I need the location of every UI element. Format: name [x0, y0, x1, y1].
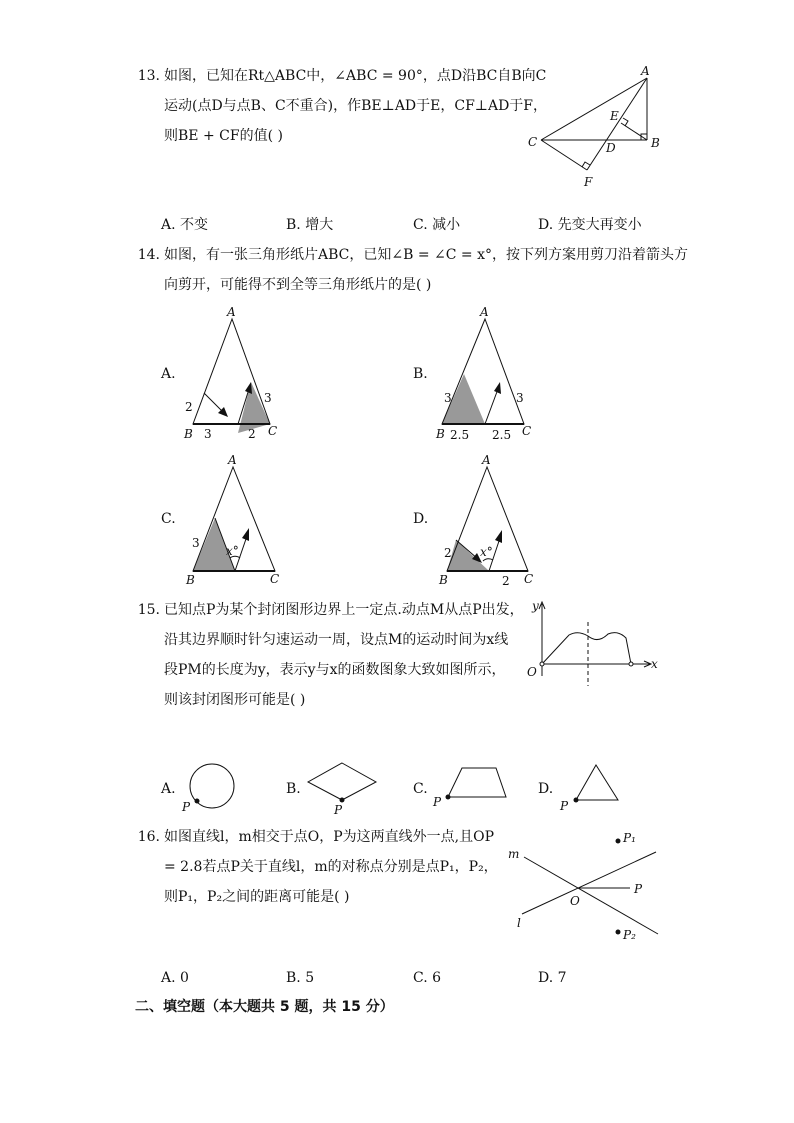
length-label: 2	[444, 546, 452, 560]
label-a: A	[641, 64, 650, 78]
open-point	[540, 662, 544, 666]
label-p2: P₂	[623, 928, 636, 942]
triangle-shape	[576, 765, 618, 800]
point-p	[446, 795, 451, 800]
length-label: 3	[264, 391, 272, 405]
option-d[interactable]: D.	[538, 781, 554, 797]
q14-option-b-figure	[432, 302, 542, 442]
label-b: B	[439, 573, 448, 587]
option-c[interactable]: C. 6	[413, 970, 442, 986]
q13-figure	[525, 62, 665, 192]
label-p: P	[634, 882, 643, 896]
option-a[interactable]: A.	[161, 781, 176, 797]
label-p1: P₁	[623, 831, 636, 845]
question-line: 如图直线l，m相交于点O，P为这两直线外一点,且OP	[164, 829, 494, 845]
segment-cf	[541, 140, 587, 170]
option-b[interactable]: B. 增大	[286, 217, 334, 233]
q16-figure	[500, 822, 670, 947]
length-label: 3	[444, 391, 452, 405]
question-number: 14.	[137, 247, 160, 263]
label-c: C	[268, 424, 278, 438]
segment-ca	[541, 78, 647, 140]
origin-label: O	[527, 665, 537, 679]
open-point	[629, 662, 633, 666]
question-line: 已知点P为某个封闭图形边界上一定点.动点M从点P出发，	[164, 602, 524, 618]
option-b[interactable]: B.	[413, 366, 428, 382]
x-label: x	[651, 657, 658, 671]
question-line: 沿其边界顺时针匀速运动一周，设点M的运动时间为x线	[164, 632, 509, 648]
option-a-circle	[178, 760, 240, 815]
question-15	[134, 595, 534, 719]
label-l: l	[517, 916, 521, 930]
option-d-triangle	[556, 760, 626, 812]
question-14	[134, 240, 688, 302]
option-c[interactable]: C.	[161, 511, 176, 527]
label-f: F	[584, 175, 593, 189]
question-16	[134, 822, 534, 914]
label-c: C	[270, 572, 280, 586]
label-p: P	[334, 803, 343, 817]
question-13	[134, 61, 548, 161]
option-c[interactable]: C.	[413, 781, 428, 797]
question-line: 则BE + CF的值( )	[164, 128, 283, 144]
function-curve	[542, 633, 631, 664]
point-p	[574, 798, 579, 803]
section-heading: 二、填空题（本大题共 5 题，共 15 分）	[135, 999, 394, 1015]
label-m: m	[508, 847, 520, 861]
label-a: A	[228, 453, 237, 467]
label-c: C	[528, 135, 538, 149]
point-p2	[616, 930, 621, 935]
length-label: 3	[192, 536, 200, 550]
label-c: C	[524, 572, 534, 586]
label-b: B	[436, 427, 445, 441]
rhombus-shape	[308, 763, 376, 800]
label-p: P	[433, 795, 442, 809]
option-a[interactable]: A. 0	[161, 970, 189, 986]
question-line: 运动(点D与点B、C不重合)，作BE⊥AD于E，CF⊥AD于F，	[164, 98, 548, 114]
option-b-rhombus	[302, 758, 384, 818]
option-a[interactable]: A. 不变	[161, 217, 209, 233]
y-label: y	[532, 599, 539, 613]
question-number: 15.	[137, 602, 160, 618]
length-label: 2.5	[450, 428, 470, 442]
label-d: D	[606, 141, 616, 155]
arrow-head	[245, 382, 252, 394]
question-line: 如图，已知在Rt△ABC中，∠ABC = 90°，点D沿BC自B向C	[164, 68, 547, 84]
length-label: 2.5	[492, 428, 512, 442]
q14-option-c-figure	[180, 448, 290, 588]
question-line: 则该封闭图形可能是( )	[164, 692, 306, 708]
point-p	[340, 798, 345, 803]
option-d[interactable]: D. 先变大再变小	[538, 217, 642, 233]
label-e: E	[610, 109, 619, 123]
question-line: 如图，有一张三角形纸片ABC，已知∠B = ∠C = x°，按下列方案用剪刀沿着箭头方	[164, 247, 688, 263]
option-b[interactable]: B.	[286, 781, 301, 797]
question-line: 段PM的长度为y，表示y与x的函数图象大致如图所示，	[164, 662, 506, 678]
length-label: 2	[185, 400, 193, 414]
question-number: 13.	[137, 68, 160, 84]
label-p: P	[182, 800, 191, 814]
label-o: O	[570, 894, 580, 908]
label-a: A	[482, 453, 491, 467]
label-p: P	[560, 799, 569, 812]
option-c[interactable]: C. 减小	[413, 217, 461, 233]
label-c: C	[522, 424, 532, 438]
length-label: 3	[516, 391, 524, 405]
question-line: 则P₁，P₂之间的距离可能是( )	[164, 889, 350, 905]
arrow-head	[494, 382, 501, 394]
question-text	[164, 240, 688, 300]
question-line: = 2.8若点P关于直线l，m的对称点分别是点P₁，P₂，	[164, 859, 498, 875]
label-a: A	[227, 305, 236, 319]
trapezoid-shape	[448, 768, 506, 797]
option-d[interactable]: D. 7	[538, 970, 567, 986]
question-line: 向剪开，可能得不到全等三角形纸片的是( )	[164, 277, 432, 293]
angle-label: x°	[480, 545, 493, 559]
arrow-head	[242, 528, 249, 541]
label-b: B	[651, 136, 660, 150]
point-p	[195, 799, 200, 804]
option-c-trapezoid	[430, 760, 515, 810]
segment-af	[587, 78, 647, 170]
arrow-head	[495, 530, 502, 543]
question-text	[164, 61, 547, 151]
question-text	[164, 822, 498, 912]
label-b: B	[186, 573, 195, 587]
question-number: 16.	[137, 829, 160, 845]
question-text	[164, 595, 524, 715]
label-b: B	[184, 427, 193, 441]
q14-option-d-figure	[432, 448, 542, 588]
option-b[interactable]: B. 5	[286, 970, 315, 986]
right-angle-f	[582, 162, 590, 167]
length-label: 2	[502, 574, 510, 588]
option-a[interactable]: A.	[161, 366, 176, 382]
q14-option-a-figure	[180, 302, 280, 442]
length-label: 3	[204, 427, 212, 441]
label-a: A	[480, 305, 489, 319]
length-label: 2	[248, 427, 256, 441]
angle-label: x°	[226, 544, 239, 558]
q15-function-graph	[518, 596, 663, 686]
point-p1	[616, 839, 621, 844]
option-d[interactable]: D.	[413, 511, 429, 527]
